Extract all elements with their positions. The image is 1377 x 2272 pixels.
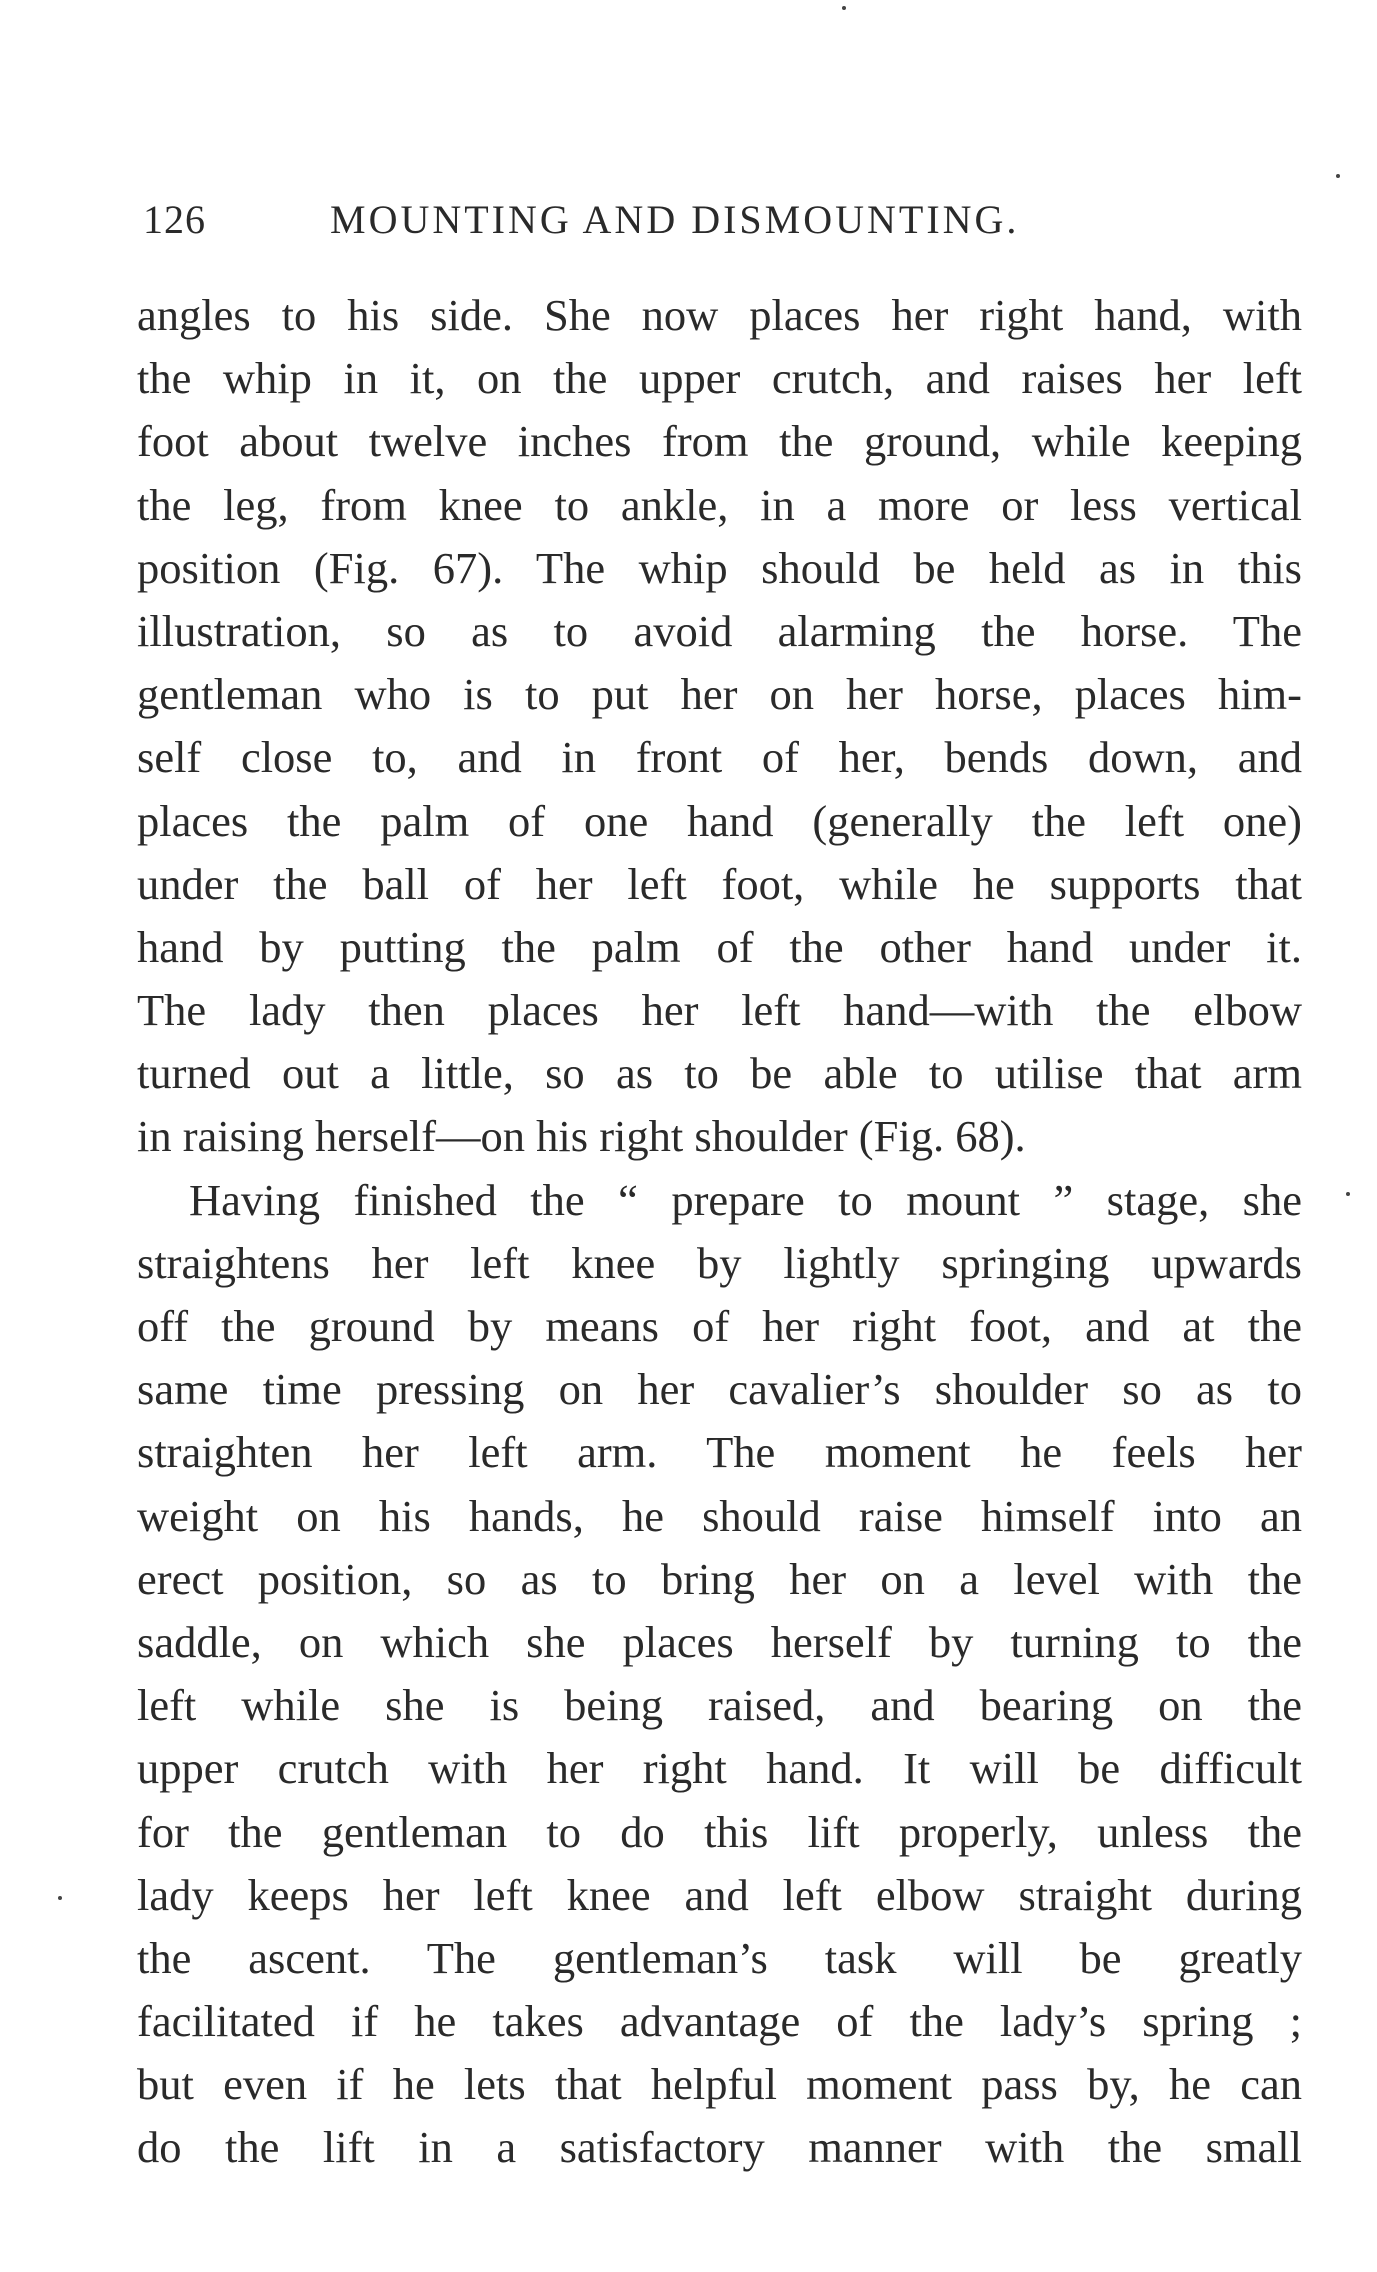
text-line: same time pressing on her cavalier’s shoulder so as to [137, 1364, 1302, 1415]
text-line: hand by putting the palm of the other hand under it. [137, 921, 1302, 972]
text-line: angles to his side. She now places her right hand, with [137, 290, 1302, 340]
running-head [143, 196, 1303, 256]
text-line: weight on his hands, he should raise himself into an [137, 1490, 1302, 1541]
text-line: illustration, so as to avoid alarming the horse. The [137, 605, 1302, 656]
text-line: The lady then places her left hand—with the elbow [137, 985, 1302, 1036]
text-line: erect position, so as to bring her on a level with the [137, 1553, 1302, 1604]
text-line: position (Fig. 67). The whip should be held as in this [137, 542, 1302, 593]
text-line: places the palm of one hand (generally the left one) [137, 795, 1302, 846]
text-line: do the lift in a satisfactory manner with the small [137, 2122, 1302, 2173]
text-line: in raising herself—on his right shoulder (Fig. 68). [137, 1111, 1026, 1162]
text-line: straightens her left knee by lightly springing upwards [137, 1237, 1302, 1288]
text-line: Having finished the “ prepare to mount ” stage, she [189, 1174, 1302, 1225]
running-title: MOUNTING AND DISMOUNTING. [330, 197, 1020, 242]
print-speck [58, 1896, 62, 1900]
text-line: off the ground by means of her right foot, and at the [137, 1301, 1302, 1351]
text-line: saddle, on which she places herself by turning to the [137, 1616, 1302, 1667]
text-line: straighten her left arm. The moment he feels her [137, 1427, 1302, 1478]
text-line: left while she is being raised, and bearing on the [137, 1680, 1302, 1731]
print-speck [842, 6, 846, 10]
text-line: the leg, from knee to ankle, in a more or less vertical [137, 479, 1302, 530]
text-line: under the ball of her left foot, while he supports that [137, 858, 1302, 909]
text-line: lady keeps her left knee and left elbow straight during [137, 1869, 1302, 1920]
text-line: but even if he lets that helpful moment pass by, he can [137, 2059, 1302, 2110]
text-line: self close to, and in front of her, bends down, and [137, 732, 1302, 783]
print-speck [1336, 174, 1340, 178]
text-line: foot about twelve inches from the ground, while keeping [137, 416, 1302, 467]
text-line: the ascent. The gentleman’s task will be greatly [137, 1932, 1302, 1983]
print-speck [1346, 1192, 1350, 1196]
text-line: the whip in it, on the upper crutch, and raises her left [137, 353, 1302, 404]
text-line: facilitated if he takes advantage of the lady’s spring ; [137, 1996, 1302, 2047]
text-line: upper crutch with her right hand. It will be difficult [137, 1743, 1302, 1794]
text-line: for the gentleman to do this lift properly, unless the [137, 1806, 1302, 1857]
page-number: 126 [143, 197, 206, 242]
text-line: gentleman who is to put her on her horse, places him- [137, 669, 1302, 720]
body-text [137, 284, 1302, 2180]
text-line: turned out a little, so as to be able to utilise that arm [137, 1048, 1302, 1099]
